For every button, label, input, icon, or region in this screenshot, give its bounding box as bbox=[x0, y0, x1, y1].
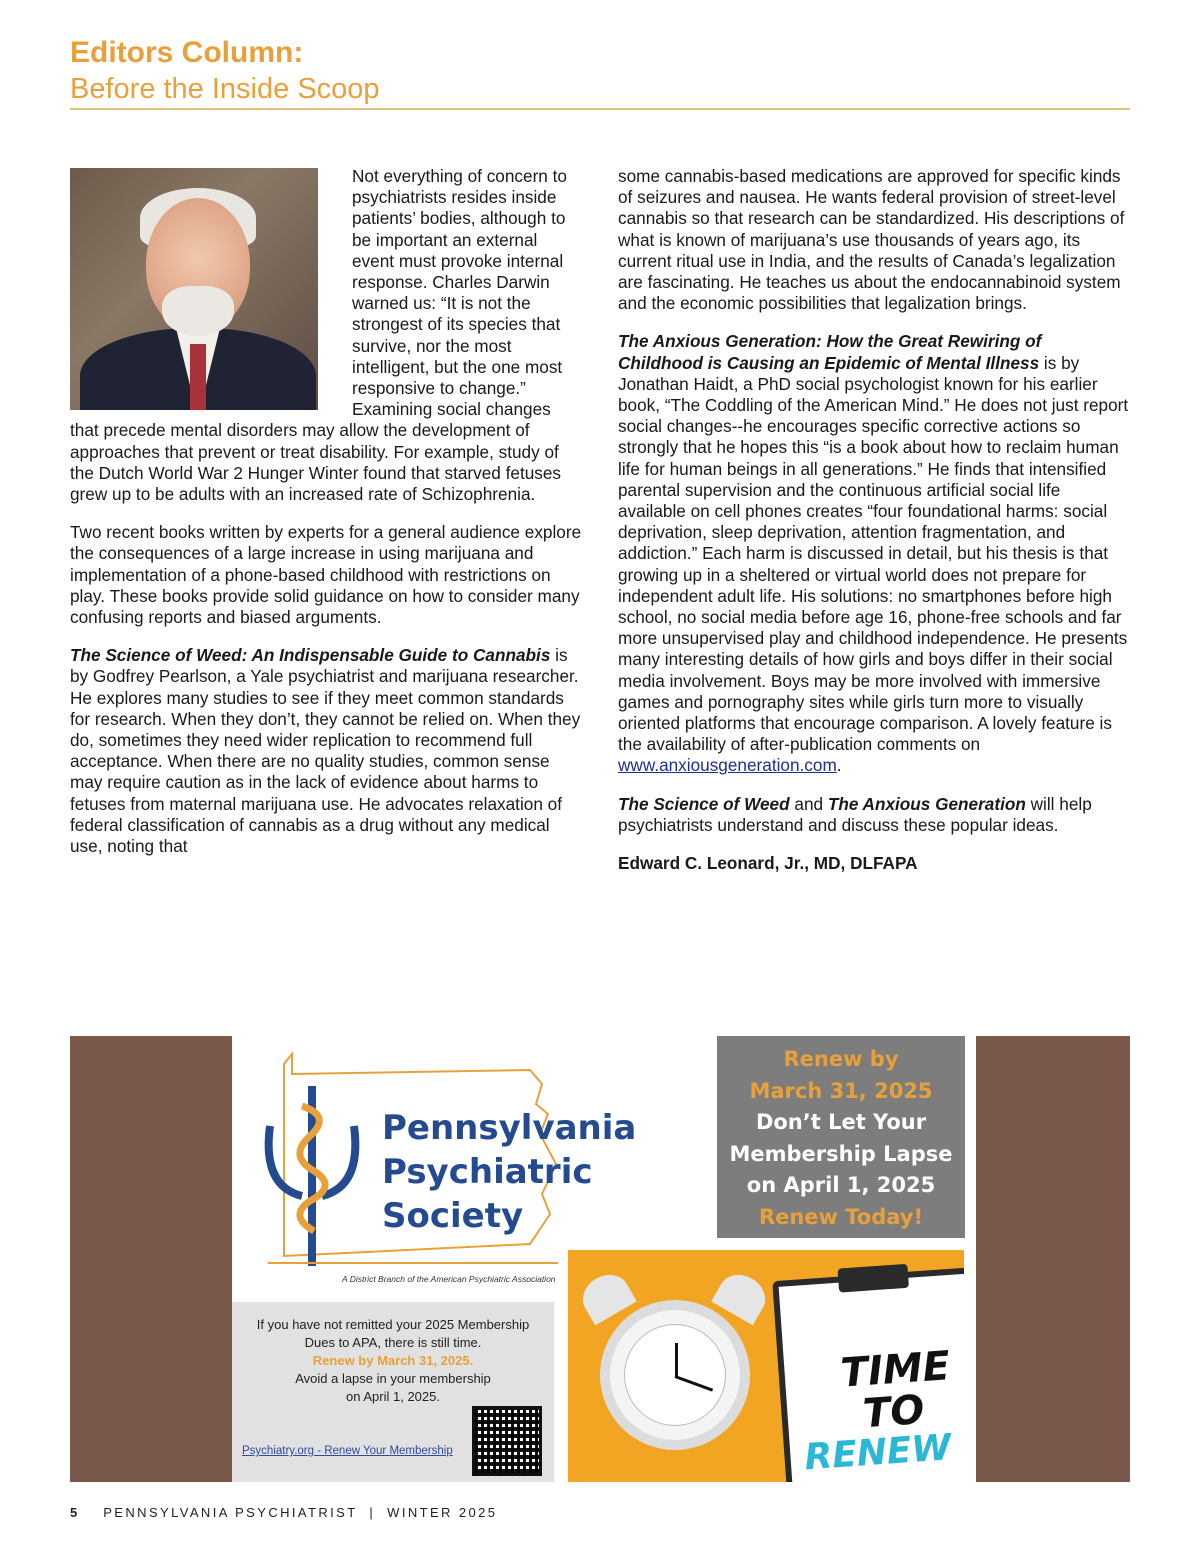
paragraph-closing: The Science of Weed and The Anxious Generation will help psychiatrists understand and discuss these popular ideas. bbox=[618, 793, 1092, 835]
article-left-column bbox=[70, 166, 582, 874]
paragraph-books-intro: Two recent books written by experts for a general audience explore the consequences of a large increase in using marijuana and implementation of a phone-based childhood with restrictions on play. These books provide solid guidance on how to consider many confusing reports and biased arguments. bbox=[70, 522, 582, 628]
district-branch-text: A District Branch of the American Psychiatric Association bbox=[342, 1274, 556, 1284]
paragraph-anxious-generation: The Anxious Generation: How the Great Rewiring of Childhood is Causing an Epidemic of Mental Illness is by Jonathan Haidt, a PhD social psychologist known for his earlier book, “The Coddling of the American Mind.” He does not just report social changes--he encourages specific corrective actions so strongly that he hopes this “is a book about how to reclaim human life for human beings in all generations.” He finds that intensified parental supervision and the continuous artificial social life available on cell phones creates “four foundational harms: social deprivation, sleep deprivation, attention fragmentation, and addiction.” Each harm is discussed in detail, but his thesis is that growing up in a sheltered or virtual world does not prepare for independent adult life. His solutions: no smartphones before high school, no social media before age 16, phone-free schools and far more unsupervised play and childhood independence. He presents many interesting details of how girls and boys differ in their social media involvement. Boys may be more involved with immersive games and pornography sites while girls turn more to visually oriented platforms that encourage comparison. A lovely feature is the availability of after-publication comments on www.anxiousgeneration.com. bbox=[618, 331, 1129, 776]
time-to-text: TIME TO bbox=[839, 1343, 952, 1438]
anxious-generation-link[interactable]: www.anxiousgeneration.com bbox=[618, 755, 837, 776]
caduceus-icon bbox=[252, 1076, 372, 1276]
column-title: Editors Column: bbox=[70, 36, 304, 69]
paragraph-science-of-weed: The Science of Weed: An Indispensable Guide to Cannabis is by Godfrey Pearlson, a Yale psychiatrist and marijuana researcher. He explores many studies to see if they meet common standards for research. When they don’t, they cannot be relied on. When they do, sometimes they need wider replication to recommend full acceptance. When there are no quality studies, common sense may require caution as in the lack of evidence about harms to fetuses from maternal marijuana use. He advocates relaxation of federal classification of cannabis as a drug without any medical use, noting that bbox=[70, 645, 581, 857]
paragraph-intro: Not everything of concern to psychiatrists resides inside patients’ bodies, although to be important an external event must provoke internal response. Charles Darwin warned us: “It is not the strongest of its species that survive, nor the most intelligent, but the one most responsive to change.” Examining social changes that precede mental disorders may allow the development of approaches that prevent or treat disability. For example, study of the Dutch World War 2 Hunger Winter found that starved fetuses grew up to be adults with an increased rate of Schizophrenia. bbox=[70, 166, 567, 505]
publication-info: PENNSYLVANIA PSYCHIATRIST | WINTER 2025 bbox=[103, 1505, 498, 1520]
renew-membership-link[interactable]: Psychiatry.org - Renew Your Membership bbox=[242, 1445, 453, 1457]
clipboard-icon bbox=[772, 1267, 964, 1482]
column-header bbox=[70, 34, 1130, 110]
alarm-clock-photo bbox=[568, 1250, 964, 1482]
dues-reminder: If you have not remitted your 2025 Membership Dues to APA, there is still time. Renew by March 31, 2025. Avoid a lapse in your membership on April 1, 2025. Psychiatry.org - Renew Your Membership bbox=[232, 1302, 554, 1482]
renew-text: RENEW bbox=[803, 1427, 953, 1479]
author-portrait bbox=[70, 168, 318, 410]
book-title-anxious-generation: The Anxious Generation: How the Great Rewiring of Childhood is Causing an Epidemic of Mental Illness bbox=[618, 331, 1042, 373]
ad-panel bbox=[232, 1036, 976, 1482]
logo-divider bbox=[268, 1262, 558, 1264]
membership-ad bbox=[70, 1036, 1130, 1482]
renew-callout: Renew by March 31, 2025 Don’t Let Your Membership Lapse on April 1, 2025 Renew Today! bbox=[717, 1036, 965, 1238]
page-number: 5 bbox=[70, 1505, 78, 1520]
book-title-science-of-weed: The Science of Weed: An Indispensable Guide to Cannabis bbox=[70, 645, 551, 666]
author-signature: Edward C. Leonard, Jr., MD, DLFAPA bbox=[618, 853, 918, 874]
qr-code-icon[interactable] bbox=[472, 1406, 542, 1476]
paragraph-cannabis-cont: some cannabis-based medications are approved for specific kinds of seizures and nausea. He wants federal provision of street-level cannabis so that research can be standardized. His descriptions of what is known of marijuana’s use thousands of years ago, its current ritual use in India, and the results of Canada’s legalization are fascinating. He teaches us about the endocannabinoid system and the economic possibilities that legalization brings. bbox=[618, 166, 1125, 314]
alarm-clock-icon bbox=[600, 1300, 750, 1450]
pps-logo-text: Pennsylvania Psychiatric Society bbox=[382, 1108, 637, 1236]
page-footer bbox=[70, 1505, 497, 1520]
column-subtitle: Before the Inside Scoop bbox=[70, 73, 380, 105]
article-right-column bbox=[618, 166, 1130, 891]
